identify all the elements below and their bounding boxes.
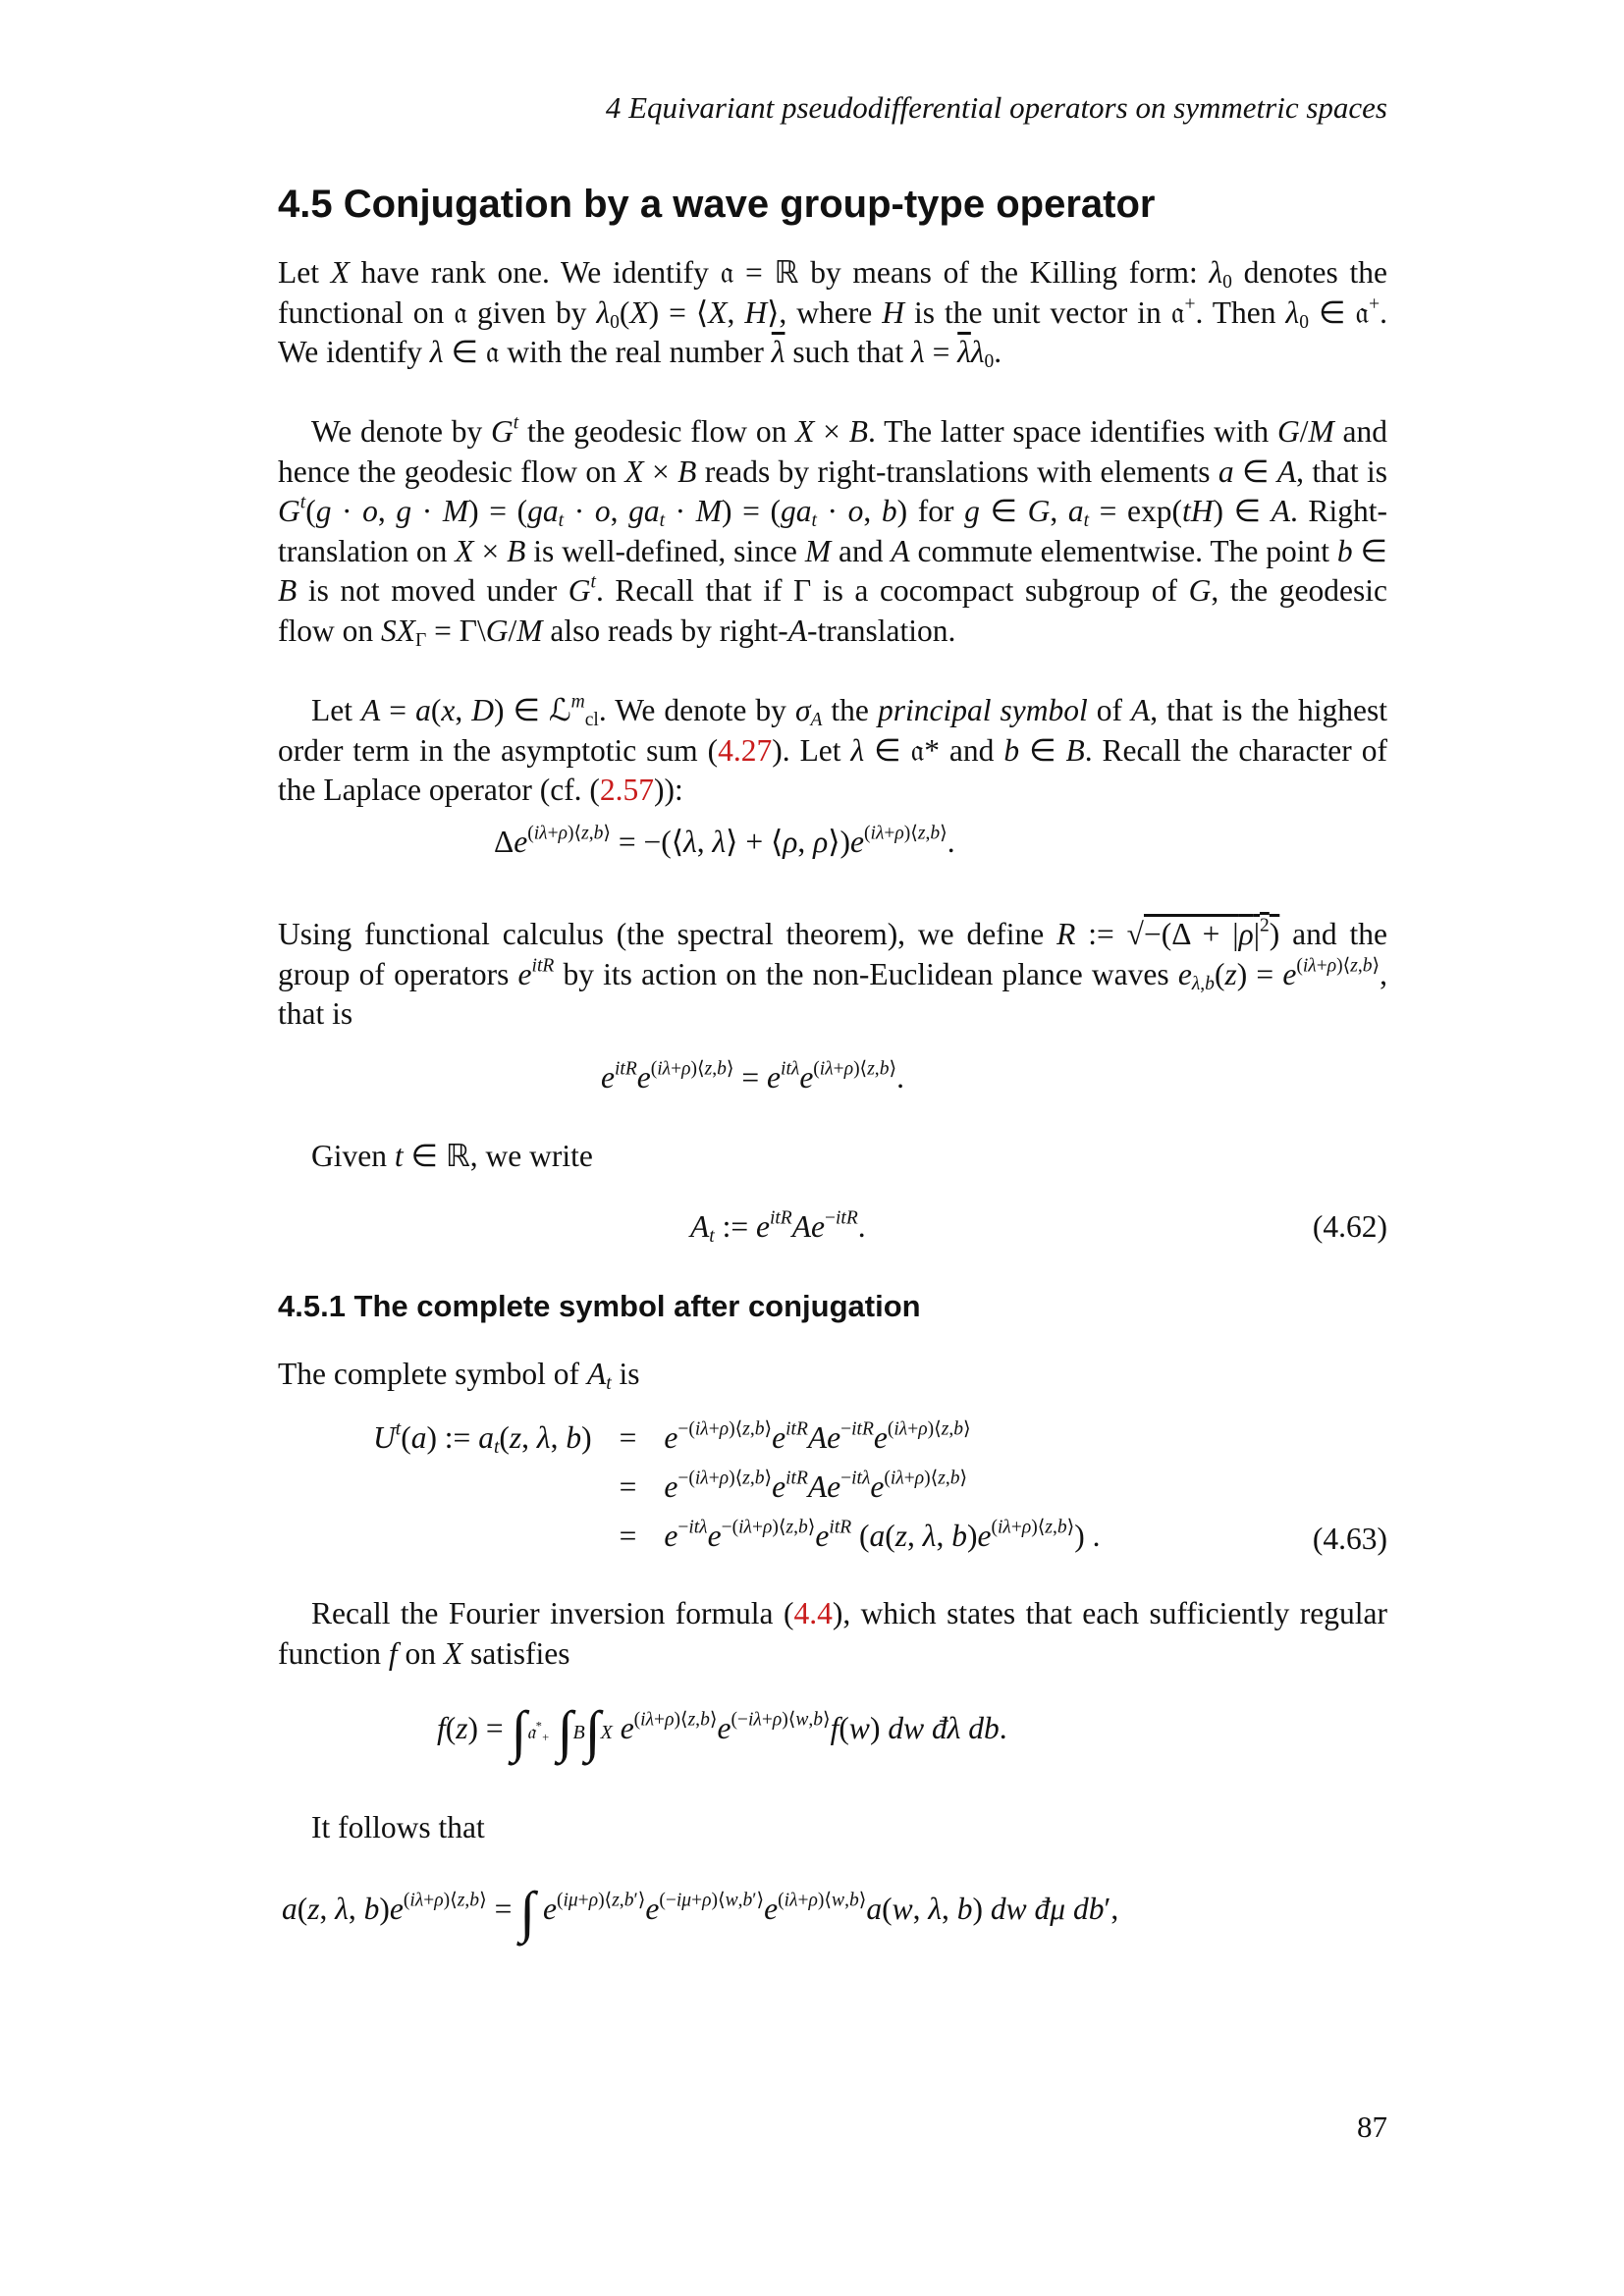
paragraph-rank-one: Let X have rank one. We identify 𝔞 = ℝ by means of the Killing form: $\lambda_0$ denotes the functional on 𝔞 given by $\lambda_0(X)$ = ⟨X, H⟩, where H is the unit vector in 𝔞+. Then $\lambda_0$ ∈ 𝔞+. We identify λ ∈ 𝔞 with the real number $\overline{\lambda}$ such that $\lambda = \overline{\lambda}\lambda_0$. [278,255,1388,372]
section-title: 4.5 Conjugation by a wave group-type operator [278,183,1156,226]
paragraph-functional-calculus: Using functional calculus (the spectral theorem), we define R := $√-(\Delta + |\rho|^2)$ and the group of operators $e^{itR}$ by its action on the non-Euclidean plance waves $e_{\lambda,b}(z) = e^{(i\lambda+\rho)⟨z,b⟩}$, that is [278,915,1388,1031]
paragraph-geodesic-flow: We denote by $G^t$ the geodesic flow on X × B. The latter space identifies with G/M and hence the geodesic flow on X × B reads by right-translations with elements a ∈ A, that is $G^t(g \cdot o$, $g \cdot M) = (ga_t \cdot o$, $ga_t \cdot M) = (ga_t \cdot o$, b) for g ∈ G, $a_t = \exp(tH)$ ∈ A. Right-translation on X × B is well-defined, since M and A commute elementwise. The point b ∈ B is not moved under $G^t$. Recall that if Γ is a cocompact subgroup of G, the geodesic flow on $SX_\Gamma$ = Γ\G/M also reads by right-A-translation. [278,412,1388,651]
equation-number-4-63: (4.63) [1312,1522,1387,1556]
equation-wave-action: $e^{itR}e^{(i\lambda+\rho)⟨z,b⟩} = e^{it\lambda}e^{(i\lambda+\rho)⟨z,b⟩}$. [601,1058,904,1095]
paragraph-principal-symbol: Let A = a(x, D) ∈ ℒ$^m_{cl}$. We denote by $\sigma_A$ the principal symbol of A, that is the highest order term in the asymptotic sum (4.27). Let λ ∈ 𝔞* and b ∈ B. Recall the character of the Laplace operator (cf. (2.57)): [278,691,1387,807]
equation-conjugation: $A_t$ := $e^{itR}Ae^{-itR}$. [690,1207,866,1247]
equation-row: = $e^{-it\lambda}e^{-(i\lambda+\rho)⟨z,b⟩}e^{itR}$ (a(z, λ, $b)e^{(i\lambda+\rho)⟨z,b⟩}$) . [619,1517,1101,1553]
equation-laplace-character: $\Delta e^{(i\lambda+\rho)⟨z,b⟩}$ = −(⟨λ, λ⟩ + ⟨ρ, $\rho⟩)e^{(i\lambda+\rho)⟨z,b⟩}$. [494,823,955,859]
paragraph-given-t: Given t ∈ ℝ, we write [311,1139,593,1173]
equation-row: $U^t(a)$ := $a_t(z$, λ, b) = $e^{-(i\lambda+\rho)⟨z,b⟩}e^{itR}Ae^{-itR}e^{(i\lambda+\rho)⟨z,b⟩}$ [373,1418,971,1458]
subsection-title: 4.5.1 The complete symbol after conjugation [278,1289,921,1323]
ref-4-4[interactable]: 4.4 [793,1596,833,1630]
paragraph-it-follows: It follows that [311,1810,485,1844]
ref-4-27[interactable]: 4.27 [718,732,773,768]
running-head: 4 Equivariant pseudodifferential operators on symmetric spaces [605,90,1387,125]
ref-2-57[interactable]: 2.57 [599,773,655,807]
equation-array-complete-symbol [373,1414,1100,1561]
equation-symbol-expansion: a(z, λ, $b)e^{(i\lambda+\rho)⟨z,b⟩}$ = ∫ $e^{(i\mu+\rho)⟨z,b'⟩}e^{(-i\mu+\rho)⟨w,b'⟩}e^{(i\lambda+\rho)⟨w,b⟩}a(w$, λ, b) dw đμ db′, [282,1880,1119,1944]
equation-number-4-62: (4.62) [1312,1209,1387,1244]
paragraph-complete-symbol: The complete symbol of $A_t$ is [278,1357,640,1394]
paragraph-fourier-inversion: Recall the Fourier inversion formula (4.4), which states that each sufficiently regular function f on X satisfies [278,1596,1388,1671]
equation-row: = $e^{-(i\lambda+\rho)⟨z,b⟩}e^{itR}Ae^{-it\lambda}e^{(i\lambda+\rho)⟨z,b⟩}$ [619,1468,968,1504]
page-number: 87 [1357,2109,1387,2144]
equation-fourier-inversion: f(z) = ∫𝔞*$_+$ ∫B∫X $e^{(i\lambda+\rho)⟨z,b⟩}e^{(-i\lambda+\rho)⟨w,b⟩}f(w)$ dw đλ db. [437,1699,1007,1763]
